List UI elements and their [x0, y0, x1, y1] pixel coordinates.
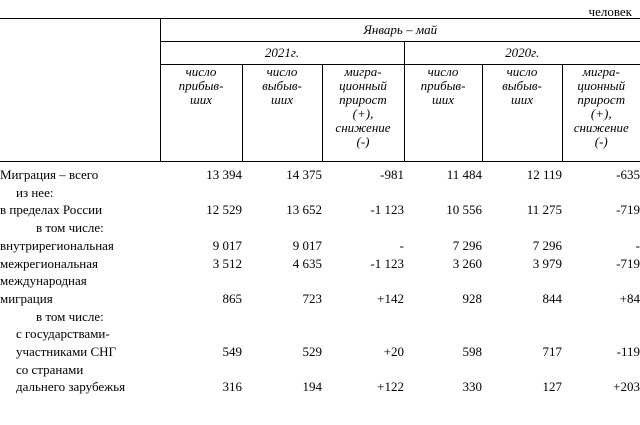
cell-value [242, 219, 322, 237]
cell-value [482, 272, 562, 290]
cell-value [322, 361, 404, 379]
table-row [0, 219, 640, 237]
cell-value: 194 [302, 379, 322, 395]
cell-value [562, 325, 640, 343]
table-row [0, 272, 640, 290]
cell-value: 12 119 [526, 167, 562, 182]
table-row [0, 184, 640, 202]
cell-value [562, 219, 640, 237]
cell-value: 13 394 [206, 167, 242, 182]
row-label: в пределах России [0, 202, 103, 218]
cell-value [160, 184, 242, 202]
cell-value: 12 529 [206, 202, 242, 218]
cell-value [562, 184, 640, 202]
column-header-line: мигра- [582, 64, 620, 79]
cell-value: 723 [302, 290, 322, 306]
cell-value: 7 296 [532, 237, 562, 253]
cell-value: 3 979 [532, 255, 562, 271]
cell-value: 9 017 [212, 237, 242, 253]
column-header-line: выбыв- [502, 78, 542, 93]
cell-value [322, 308, 404, 326]
cell-value [404, 325, 482, 343]
cell-value: 316 [222, 379, 242, 395]
cell-value: 928 [462, 290, 482, 306]
row-label: участниками СНГ [16, 344, 117, 360]
column-header-line: ших [189, 92, 213, 107]
cell-value [242, 361, 322, 379]
cell-value: -119 [616, 344, 640, 360]
cell-value [160, 361, 242, 379]
column-header-line: число [185, 64, 217, 79]
cell-value [482, 308, 562, 326]
cell-value [322, 184, 404, 202]
cell-value: 844 [542, 290, 562, 306]
row-label: из нее: [16, 184, 54, 200]
cell-value: 865 [222, 290, 242, 306]
period-header: Январь – май [160, 19, 640, 42]
column-header-arrived-2020 [404, 65, 482, 162]
row-label: Миграция – всего [0, 167, 99, 182]
table-row [0, 237, 640, 255]
cell-value: -719 [616, 255, 640, 271]
unit-label: человек [588, 4, 632, 19]
year-header-2020: 2020г. [404, 42, 640, 65]
column-header-line: ционный [339, 78, 387, 93]
table-row [0, 201, 640, 219]
cell-value: -635 [616, 167, 640, 182]
row-label: международная [0, 273, 87, 289]
cell-value: 598 [462, 344, 482, 360]
column-header-line: (+), [352, 106, 374, 121]
column-header-line: мигра- [344, 64, 382, 79]
cell-value: +203 [613, 379, 640, 395]
cell-value: 3 260 [452, 255, 482, 271]
table-row [0, 255, 640, 273]
row-label: дальнего зарубежья [16, 379, 126, 395]
cell-value [322, 272, 404, 290]
table-row [0, 162, 640, 184]
cell-value [482, 361, 562, 379]
cell-value [482, 325, 562, 343]
table-row [0, 290, 640, 308]
cell-value: 549 [222, 344, 242, 360]
cell-value: -981 [380, 167, 404, 182]
table-row [0, 325, 640, 343]
cell-value: - [399, 237, 404, 253]
cell-value [242, 308, 322, 326]
cell-value [160, 308, 242, 326]
row-label: в том числе: [36, 308, 104, 324]
cell-value: -1 123 [370, 202, 404, 218]
cell-value [562, 272, 640, 290]
cell-value: 13 652 [286, 202, 322, 218]
cell-value [322, 219, 404, 237]
stub-header-bottom [0, 65, 160, 162]
cell-value [482, 219, 562, 237]
cell-value: 11 484 [446, 167, 482, 182]
column-header-line: (+), [590, 106, 612, 121]
cell-value: 4 635 [292, 255, 322, 271]
cell-value: +20 [383, 344, 404, 360]
cell-value [160, 219, 242, 237]
cell-value [242, 325, 322, 343]
row-label: внутрирегиональная [0, 237, 114, 253]
year-header-2021: 2021г. [160, 42, 404, 65]
cell-value: 9 017 [292, 237, 322, 253]
column-header-line: (-) [356, 134, 370, 149]
column-header-line: прирост [577, 92, 626, 107]
cell-value [160, 325, 242, 343]
cell-value [404, 308, 482, 326]
cell-value: 11 275 [526, 202, 562, 218]
cell-value: 529 [302, 344, 322, 360]
column-header-departed-2021 [242, 65, 322, 162]
cell-value: - [635, 237, 640, 253]
column-header-line: ших [431, 92, 455, 107]
cell-value: 14 375 [286, 167, 322, 182]
header-columns-row [0, 65, 640, 162]
cell-value: -1 123 [370, 255, 404, 271]
cell-value [562, 361, 640, 379]
cell-value: 127 [542, 379, 562, 395]
row-label: миграция [0, 290, 53, 306]
stub-header [0, 19, 160, 42]
column-header-line: ционный [577, 78, 626, 93]
column-header-line: снижение [573, 120, 629, 135]
row-label: со странами [16, 361, 84, 377]
cell-value: 330 [462, 379, 482, 395]
row-label: в том числе: [36, 220, 104, 236]
table-row [0, 378, 640, 396]
column-header-line: прирост [339, 92, 387, 107]
cell-value: 10 556 [446, 202, 482, 218]
stub-header-mid [0, 42, 160, 65]
cell-value [322, 325, 404, 343]
cell-value: -719 [616, 202, 640, 218]
table-row [0, 343, 640, 361]
cell-value: 7 296 [452, 237, 482, 253]
column-header-line: выбыв- [262, 78, 302, 93]
table-row [0, 308, 640, 326]
cell-value: 3 512 [212, 255, 242, 271]
cell-value [404, 272, 482, 290]
column-header-line: число [266, 64, 298, 79]
header-year-row [0, 42, 640, 65]
cell-value [482, 184, 562, 202]
row-label: межрегиональная [0, 255, 99, 271]
migration-table [0, 18, 640, 396]
cell-value: +122 [377, 379, 404, 395]
cell-value [404, 184, 482, 202]
cell-value [242, 272, 322, 290]
cell-value [404, 361, 482, 379]
column-header-line: снижение [335, 120, 391, 135]
column-header-line: число [506, 64, 538, 79]
cell-value: 717 [542, 344, 562, 360]
cell-value [242, 184, 322, 202]
column-header-line: ших [510, 92, 534, 107]
column-header-arrived-2021 [160, 65, 242, 162]
column-header-departed-2020 [482, 65, 562, 162]
cell-value [160, 272, 242, 290]
cell-value [404, 219, 482, 237]
column-header-line: прибыв- [178, 78, 224, 93]
column-header-migration-growth-2020 [562, 65, 640, 162]
cell-value [562, 308, 640, 326]
column-header-line: (-) [594, 134, 608, 149]
cell-value: +84 [619, 290, 640, 306]
cell-value: +142 [377, 290, 404, 306]
column-header-line: прибыв- [420, 78, 466, 93]
column-header-migration-growth-2021 [322, 65, 404, 162]
column-header-line: ших [270, 92, 294, 107]
column-header-line: число [427, 64, 459, 79]
row-label: с государствами- [16, 326, 110, 342]
header-period-row [0, 19, 640, 42]
table-row [0, 361, 640, 379]
